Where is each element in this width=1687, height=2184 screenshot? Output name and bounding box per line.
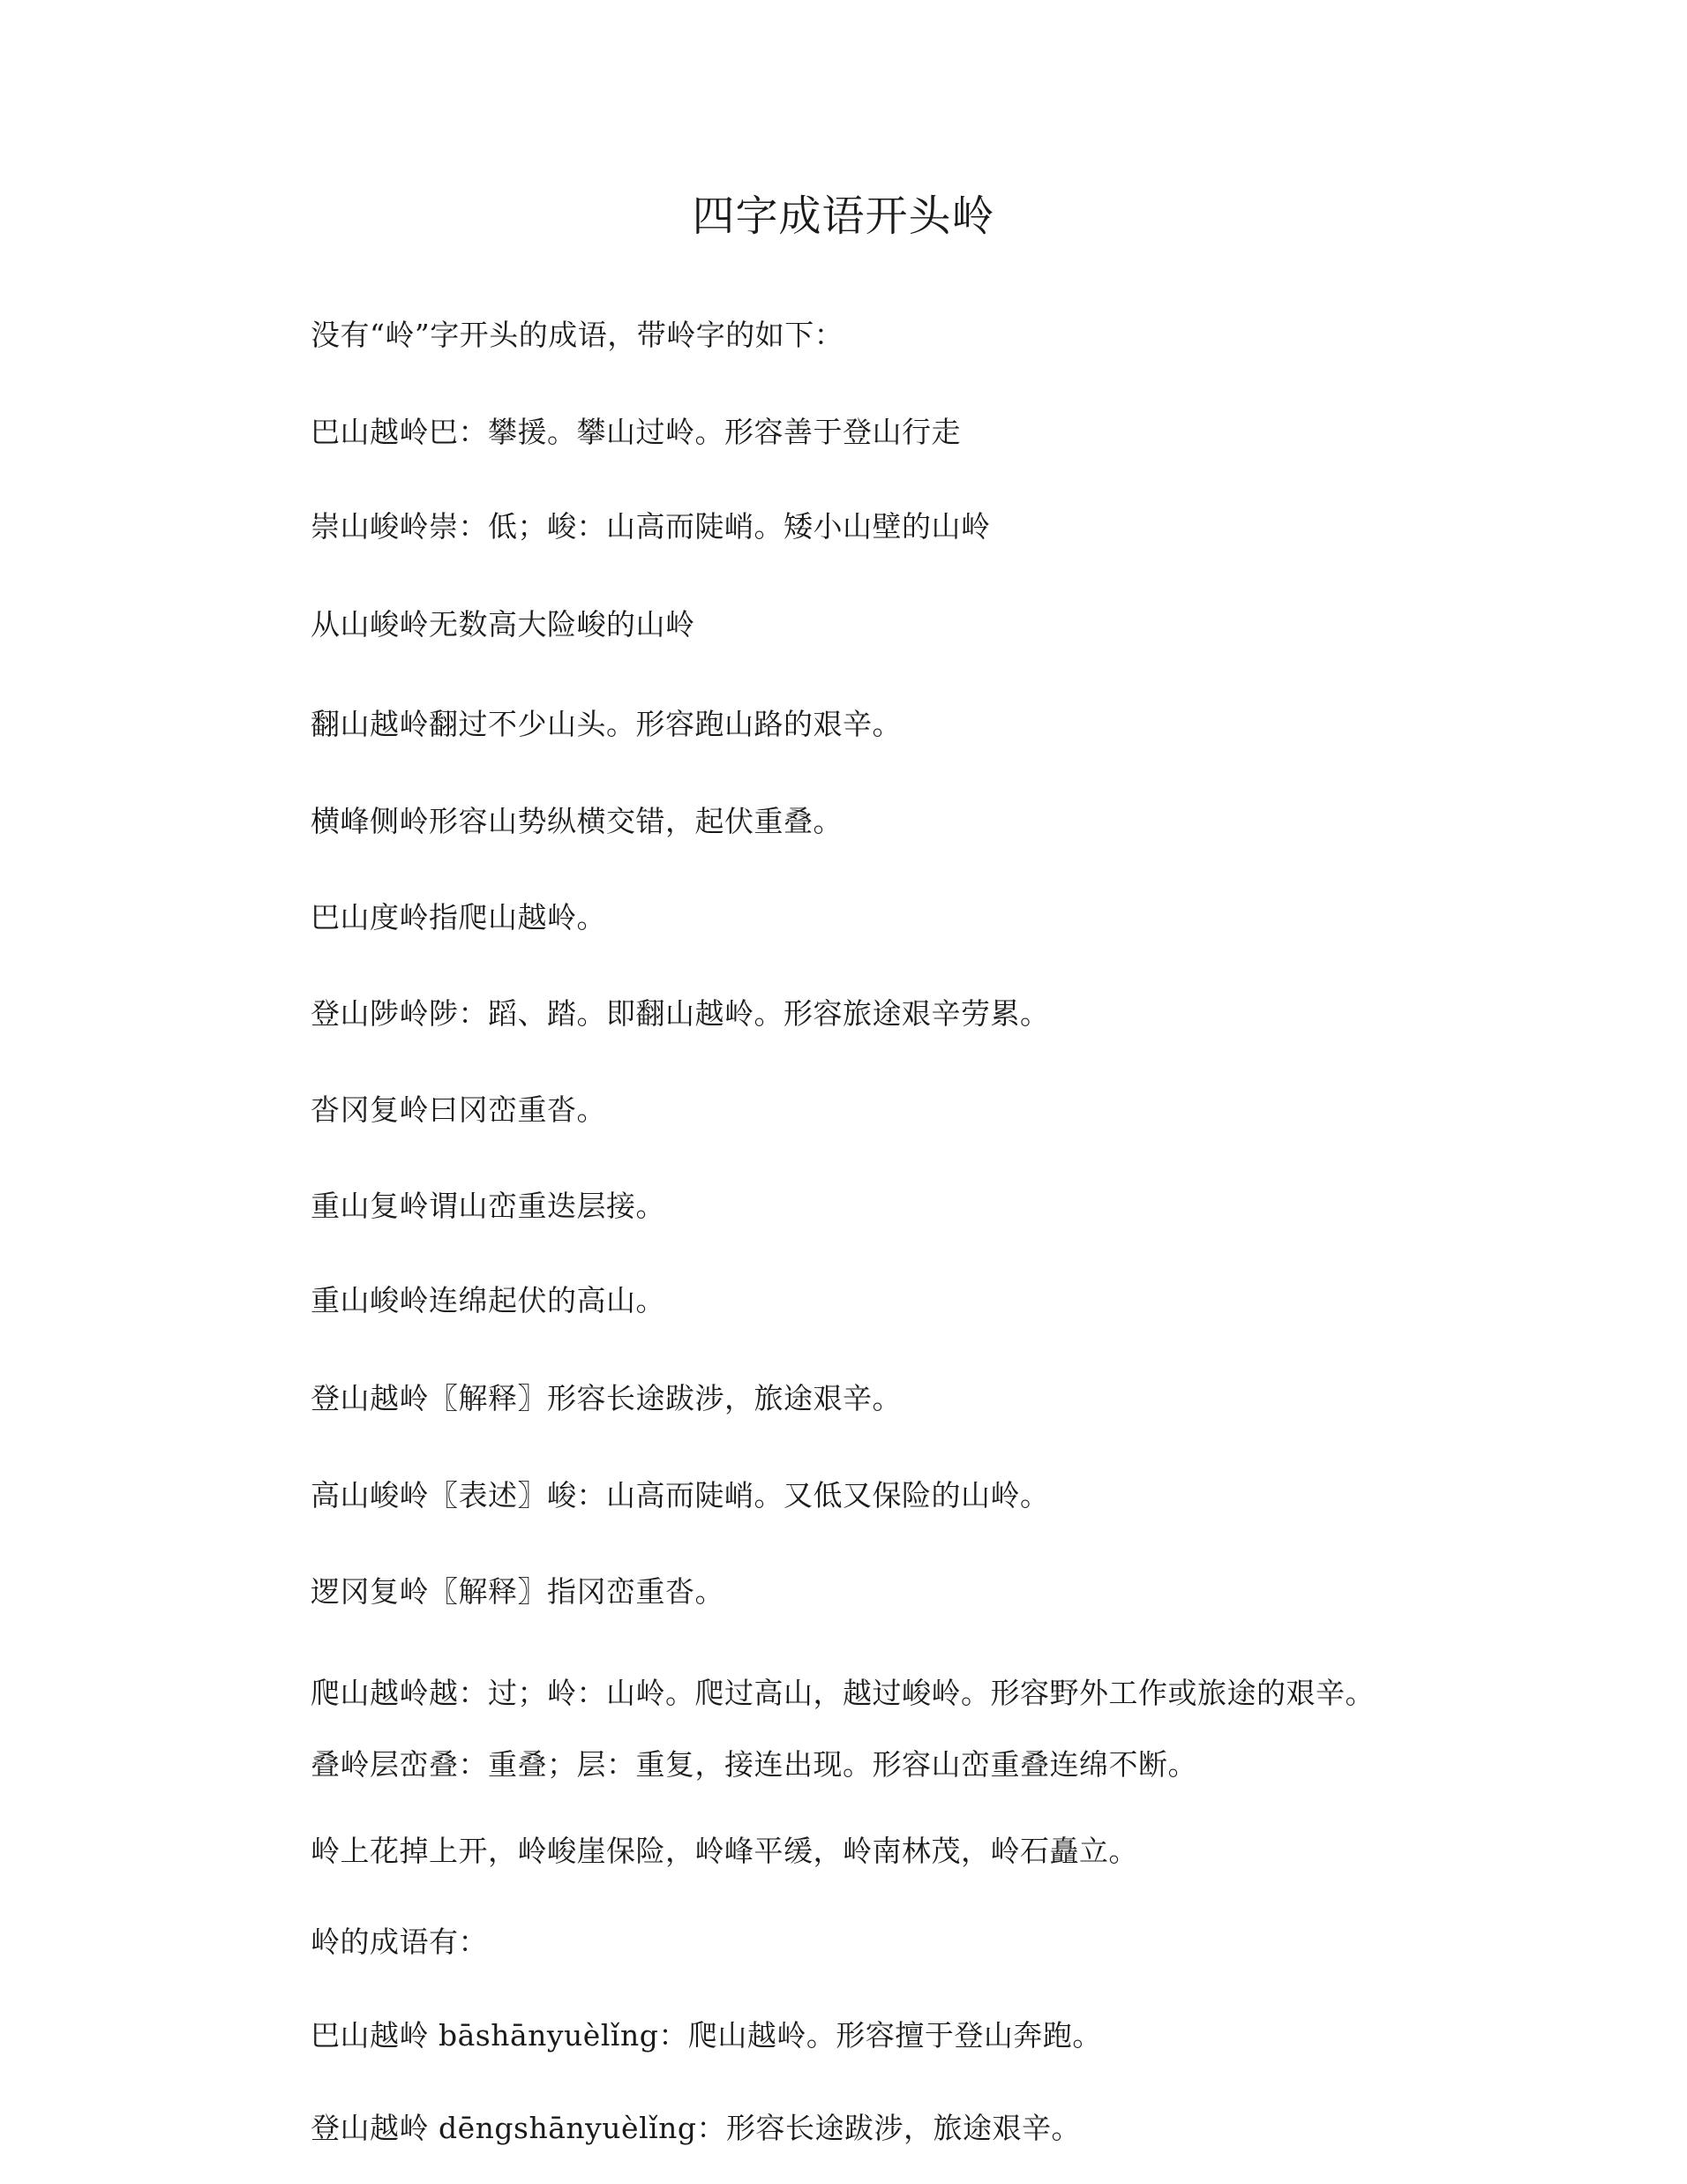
idiom-line: 重山峻岭连绵起伏的高山。 — [311, 1283, 665, 1317]
idiom-line: 岭上花掉上开，岭峻崖保险，岭峰平缓，岭南林茂，岭石矗立。 — [311, 1834, 1138, 1868]
idiom-line: 翻山越岭翻过不少山头。形容跑山路的艰辛。 — [311, 707, 902, 741]
idiom-line: 横峰侧岭形容山势纵横交错，起伏重叠。 — [311, 804, 843, 838]
idiom-line: 逻冈复岭〖解释〗指冈峦重沓。 — [311, 1574, 724, 1609]
idiom-line: 崇山峻岭崇：低；峻：山高而陡峭。矮小山壁的山岭 — [311, 509, 991, 544]
page-title: 四字成语开头岭 — [692, 191, 995, 241]
idiom-line: 登山越岭〖解释〗形容长途跋涉，旅途艰辛。 — [311, 1381, 902, 1415]
idiom-line: 巴山度岭指爬山越岭。 — [311, 900, 606, 934]
intro-line: 没有“岭”字开头的成语，带岭字的如下： — [311, 318, 844, 352]
idiom-line: 沓冈复岭曰冈峦重沓。 — [311, 1092, 606, 1127]
idiom-line: 登山陟岭陟：蹈、踏。即翻山越岭。形容旅途艰辛劳累。 — [311, 996, 1050, 1031]
idiom-line: 登山越岭 dēngshānyuèlǐng：形容长途跋涉，旅途艰辛。 — [311, 2111, 1082, 2145]
idiom-line: 爬山越岭越：过；岭：山岭。爬过高山，越过峻岭。形容野外工作或旅途的艰辛。 — [311, 1676, 1375, 1710]
idiom-line: 巴山越岭 bāshānyuèlǐng：爬山越岭。形容擅于登山奔跑。 — [311, 2018, 1102, 2053]
idiom-line: 叠岭层峦叠：重叠；层：重复，接连出现。形容山峦重叠连绵不断。 — [311, 1747, 1197, 1782]
idiom-line: 重山复岭谓山峦重迭层接。 — [311, 1189, 665, 1223]
section-heading: 岭的成语有： — [311, 1925, 488, 1959]
idiom-line: 高山峻岭〖表述〗峻：山高而陡峭。又低又保险的山岭。 — [311, 1478, 1050, 1512]
idiom-line: 巴山越岭巴：攀援。攀山过岭。形容善于登山行走 — [311, 415, 961, 449]
idiom-line: 从山峻岭无数高大险峻的山岭 — [311, 607, 695, 642]
